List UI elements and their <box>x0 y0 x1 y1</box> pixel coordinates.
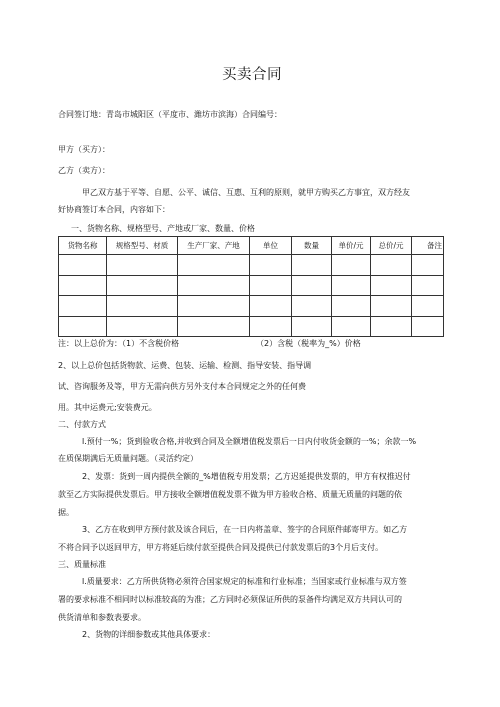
quality-1-line-1: l.质量要求：乙方所供货物必须符合国家规定的标准和行业标准；当国家或行业标准与双方签 <box>82 577 407 586</box>
quality-1-line-2: 署的要求标准不相同时以标准较高的为准；乙方同时必须保证所供的泵备件均满足双方共同认可的 <box>58 595 402 604</box>
table-cell[interactable] <box>250 255 292 276</box>
payment-2-line-1: 2、发票：货到一周内提供全额的_%增值税专用发票；乙方迟延提供发票的，甲方有权推迟付 <box>82 472 411 481</box>
table-cell[interactable] <box>107 296 178 317</box>
table-cell[interactable] <box>107 275 178 296</box>
payment-2-line-2: 款至乙方实际提供发票后。甲方接收全额增值税发票不做为甲方验收合格、质量无质量的问题的依 <box>58 490 402 499</box>
table-cell[interactable] <box>371 316 412 337</box>
payment-2-line-3: 据。 <box>58 508 74 517</box>
table-cell[interactable] <box>332 255 371 276</box>
col-header-unit-price: 单价/元 <box>332 237 371 255</box>
table-cell[interactable] <box>412 296 444 317</box>
document-title: 买卖合同 <box>222 67 282 83</box>
table-cell[interactable] <box>59 275 107 296</box>
payment-3-line-2: 不将合同予以返回甲方，甲方将延后续付款至提供合同及提供已付款发票后的3个月后支付。 <box>58 543 384 552</box>
table-cell[interactable] <box>412 275 444 296</box>
table-cell[interactable] <box>250 296 292 317</box>
party-b-line: 乙方（卖方）： <box>58 166 110 175</box>
table-row <box>59 316 444 337</box>
col-header-total: 总价/元 <box>371 237 412 255</box>
table-cell[interactable] <box>371 275 412 296</box>
table-cell[interactable] <box>332 316 371 337</box>
price-note-2: （2）含税（税率为_%）价格 <box>256 339 361 348</box>
table-cell[interactable] <box>178 275 250 296</box>
item2-line-1: 2、以上总价包括货物款、运费、包装、运输、检测、指导安装、指导调 <box>58 361 312 370</box>
col-header-maker: 生产厂家、产地 <box>178 237 250 255</box>
table-row <box>59 296 444 317</box>
table-cell[interactable] <box>59 316 107 337</box>
quality-1-line-3: 供货清单和参数表要求。 <box>58 613 146 622</box>
item2-line-2: 试、咨询服务及等，甲方无需向供方另外支付本合同规定之外的任何费 <box>58 382 306 391</box>
table-cell[interactable] <box>178 296 250 317</box>
table-cell[interactable] <box>332 296 371 317</box>
table-cell[interactable] <box>59 296 107 317</box>
table-cell[interactable] <box>371 255 412 276</box>
table-cell[interactable] <box>412 316 444 337</box>
payment-1-line-2: 在质保期满后无质量问题。（灵活约定） <box>58 454 198 463</box>
payment-3-line-1: 3、乙方在收到甲方预付款及该合同后，在一日内将盖章、签字的合同原件邮寄甲方。如乙方 <box>82 525 408 534</box>
table-cell[interactable] <box>292 316 332 337</box>
section3-heading: 三、质量标准 <box>58 560 106 569</box>
table-cell[interactable] <box>59 255 107 276</box>
col-header-qty: 数量 <box>292 237 332 255</box>
table-cell[interactable] <box>250 316 292 337</box>
col-header-unit: 单位 <box>250 237 292 255</box>
table-cell[interactable] <box>292 255 332 276</box>
table-cell[interactable] <box>107 255 178 276</box>
table-header-row <box>59 237 444 255</box>
table-cell[interactable] <box>107 316 178 337</box>
table-cell[interactable] <box>412 255 444 276</box>
table-row <box>59 255 444 276</box>
table-cell[interactable] <box>292 296 332 317</box>
payment-1-line-1: l.预付一%；货到验收合格,并收到合同及全额增值税发票后一日内付收货金额的一%；余款一% <box>82 437 417 446</box>
table-cell[interactable] <box>178 255 250 276</box>
item2-line-3: 用。其中运费元;安装费元。 <box>58 403 157 412</box>
intro-line-2: 好协商签订本合同，内容如下： <box>58 205 170 214</box>
quality-2-line: 2、货物的详细参数或其他具体要求： <box>82 630 216 639</box>
table-cell[interactable] <box>332 275 371 296</box>
sign-place-line: 合同签订地：青岛市城阳区（平度市、潍坊市滨海）合同编号： <box>58 110 282 119</box>
goods-table <box>58 236 444 337</box>
table-row <box>59 275 444 296</box>
table-cell[interactable] <box>178 316 250 337</box>
section2-heading: 二、付款方式 <box>58 420 106 429</box>
section1-heading: 一、货物名称、规格型号、产地或厂家、数量、价格 <box>71 224 255 233</box>
table-cell[interactable] <box>250 275 292 296</box>
table-cell[interactable] <box>371 296 412 317</box>
col-header-name: 货物名称 <box>59 237 107 255</box>
table-cell[interactable] <box>292 275 332 296</box>
col-header-spec: 规格型号、材质 <box>107 237 178 255</box>
col-header-remark: 备注 <box>412 237 444 255</box>
price-note: 注：以上总价为：（1）不含税价格 <box>58 339 180 348</box>
party-a-line: 甲方（买方）： <box>58 145 110 154</box>
intro-line-1: 甲乙双方基于平等、自愿、公平、诚信、互惠、互利的原则，就甲方购买乙方事宜，双方经友 <box>82 188 410 197</box>
